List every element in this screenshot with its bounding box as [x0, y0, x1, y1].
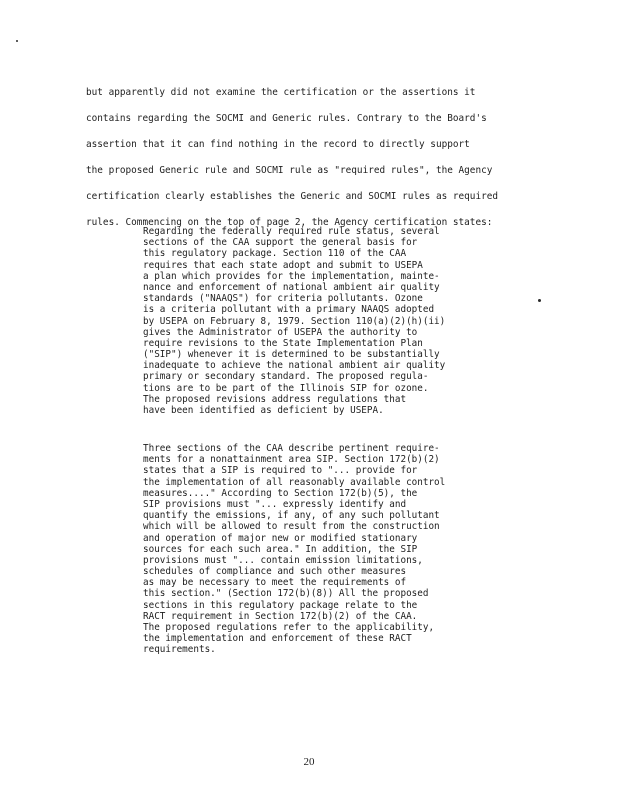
quote-line: Regarding the federally required rule status, several — [143, 226, 440, 237]
quote-line: this regulatory package. Section 110 of the CAA — [143, 248, 407, 260]
scan-speck-top-left — [16, 40, 18, 42]
quote-line: have been identified as deficient by USEPA. — [143, 405, 384, 416]
block-quote-paragraph-2 — [143, 443, 483, 656]
quote-line: a plan which provides for the implementation, mainte- — [143, 270, 440, 282]
quote-line: the implementation of all reasonably available control — [143, 476, 446, 488]
quote-line: is a criteria pollutant with a primary NAAQS adopted — [143, 304, 435, 316]
quote-line: the implementation and enforcement of these RACT — [143, 633, 412, 645]
quote-line: gives the Administrator of USEPA the authority to — [143, 326, 418, 338]
quote-line: standards ("NAAQS") for criteria pollutants. Ozone — [143, 293, 423, 305]
quote-line: sections of the CAA support the general basis for — [143, 237, 418, 249]
body-line: but apparently did not examine the certification or the assertions it — [86, 87, 476, 98]
quote-line: schedules of compliance and such other measures — [143, 566, 407, 578]
quote-line: this section." (Section 172(b)(8)) All the proposed — [143, 588, 429, 600]
quote-line: provisions must "... contain emission limitations, — [143, 554, 423, 566]
quote-line: measures...." According to Section 172(b)(5), the — [143, 487, 418, 499]
block-quote-paragraph-1 — [143, 226, 483, 416]
quote-line: as may be necessary to meet the requirements of — [143, 577, 407, 589]
quote-line: tions are to be part of the Illinois SIP for ozone. — [143, 382, 429, 394]
quote-line: require revisions to the State Implementation Plan — [143, 337, 423, 349]
body-line: contains regarding the SOCMI and Generic rules. Contrary to the Board's — [86, 113, 487, 124]
quote-line: by USEPA on February 8, 1979. Section 110(a)(2)(h)(ii) — [143, 315, 446, 327]
quote-line: requirements. — [143, 644, 216, 656]
quote-line: sources for each such area." In addition, the SIP — [143, 543, 418, 555]
quote-line: which will be allowed to result from the construction — [143, 521, 440, 533]
quote-line: requires that each state adopt and submit to USEPA — [143, 259, 423, 271]
quote-line: The proposed regulations refer to the applicability, — [143, 622, 435, 633]
quote-line: The proposed revisions address regulations that — [143, 393, 407, 405]
quote-line: states that a SIP is required to "... provide for — [143, 465, 418, 477]
page-number: 20 — [303, 756, 315, 768]
quote-line: ("SIP") whenever it is determined to be substantially — [143, 349, 440, 361]
scan-speck-right-margin — [538, 299, 541, 302]
body-line: the proposed Generic rule and SOCMI rule as "required rules", the Agency — [86, 165, 493, 176]
quote-line: nance and enforcement of national ambient air quality — [143, 281, 440, 293]
quote-line: Three sections of the CAA describe pertinent require- — [143, 443, 440, 454]
body-line: certification clearly establishes the Generic and SOCMI rules as required — [86, 191, 499, 202]
body-paragraph — [86, 80, 532, 236]
body-line: rules. Commencing on the top of page 2, the Agency certification states: — [86, 217, 493, 228]
quote-line: and operation of major new or modified stationary — [143, 532, 418, 544]
quote-line: primary or secondary standard. The proposed regula- — [143, 371, 429, 383]
quote-line: quantify the emissions, if any, of any such pollutant — [143, 510, 440, 522]
quote-line: inadequate to achieve the national ambient air quality — [143, 360, 446, 372]
quote-line: sections in this regulatory package relate to the — [143, 599, 418, 611]
quote-line: ments for a nonattainment area SIP. Section 172(b)(2) — [143, 454, 440, 466]
quote-line: SIP provisions must "... expressly identify and — [143, 498, 407, 510]
body-line: assertion that it can find nothing in the record to directly support — [86, 139, 470, 150]
quote-line: RACT requirement in Section 172(b)(2) of the CAA. — [143, 610, 418, 622]
